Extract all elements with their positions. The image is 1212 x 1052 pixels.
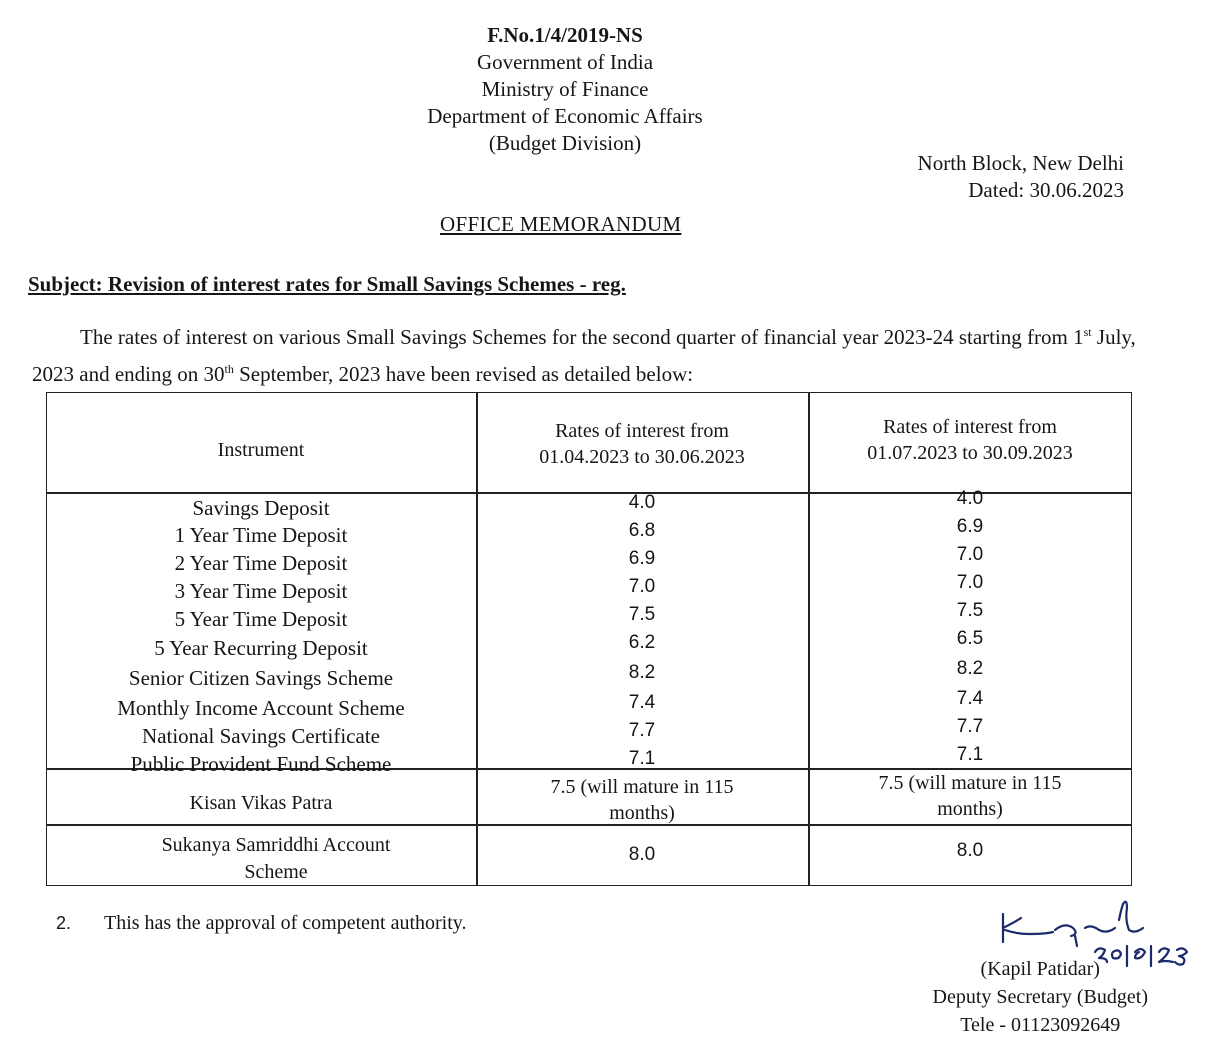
old-rate: 6.8 — [628, 520, 656, 541]
instrument-name: Savings Deposit — [192, 496, 330, 520]
old-rate: 8.0 — [628, 844, 656, 865]
header-instrument: Instrument — [217, 439, 305, 461]
old-rate: 7.1 — [628, 748, 656, 769]
old-rate: 4.0 — [628, 492, 656, 513]
new-rate — [808, 770, 1132, 822]
new-rate: 7.1 — [956, 744, 984, 765]
new-rate: 6.9 — [956, 516, 984, 537]
department-line: Department of Economic Affairs — [427, 104, 703, 128]
new-rate: 6.5 — [956, 628, 984, 649]
new-rate: 7.4 — [956, 688, 984, 709]
body-paragraph — [32, 316, 1142, 390]
instrument-name: 3 Year Time Deposit — [174, 579, 348, 603]
approval-note — [56, 912, 467, 935]
instrument-name: 5 Year Recurring Deposit — [154, 636, 368, 660]
header-old-rates-line1: Rates of interest from — [555, 420, 729, 442]
old-rate — [476, 774, 808, 826]
file-number: F.No.1/4/2019-NS — [487, 23, 643, 47]
place-and-date — [918, 150, 1124, 204]
memo-title: OFFICE MEMORANDUM — [440, 212, 682, 236]
new-rate: 8.2 — [956, 658, 984, 679]
new-rate: 7.5 — [956, 600, 984, 621]
instrument-name: Senior Citizen Savings Scheme — [128, 666, 394, 690]
instrument-name: Monthly Income Account Scheme — [117, 696, 405, 720]
old-rate: 6.9 — [628, 548, 656, 569]
location: North Block, New Delhi — [917, 151, 1124, 175]
new-rate: 7.0 — [956, 572, 984, 593]
government-line: Government of India — [476, 50, 654, 74]
instrument-name: 2 Year Time Deposit — [174, 551, 348, 575]
header-new-rates-line2: 01.07.2023 to 30.09.2023 — [867, 442, 1073, 464]
date: Dated: 30.06.2023 — [968, 178, 1124, 202]
header-old-rates — [476, 418, 808, 470]
interest-rate-table — [46, 392, 1132, 886]
new-rate: 7.7 — [956, 716, 984, 737]
header-new-rates-line1: Rates of interest from — [883, 416, 1057, 438]
signatory-block — [933, 955, 1148, 1039]
instrument-name-line1: Sukanya Samriddhi Account — [161, 834, 391, 856]
old-rate-line1: 7.5 (will mature in 115 — [550, 776, 734, 798]
instrument-name-line2: Scheme — [244, 861, 308, 883]
new-rate: 8.0 — [956, 840, 984, 861]
letterhead — [360, 22, 770, 157]
instrument-name — [46, 832, 506, 886]
paragraph-part-2: July, 2023 and ending on 30 — [32, 325, 1136, 386]
instrument-name: Public Provident Fund Scheme — [130, 752, 392, 776]
new-rate: 4.0 — [956, 488, 984, 509]
signatory-telephone: Tele - 01123092649 — [960, 1014, 1121, 1036]
instrument-name: National Savings Certificate — [142, 724, 380, 748]
ordinal-suffix-th: th — [224, 362, 234, 376]
approval-text: This has the approval of competent authority. — [104, 912, 467, 934]
header-old-rates-line2: 01.04.2023 to 30.06.2023 — [539, 446, 745, 468]
new-rate-line1: 7.5 (will mature in 115 — [878, 772, 1062, 794]
paragraph-part-3: September, 2023 have been revised as detailed below: — [233, 362, 694, 386]
paragraph-part-1: The rates of interest on various Small Savings Schemes for the second quarter of financial year 2023-24 starting from 1 — [80, 325, 1084, 349]
subject-line: Subject: Revision of interest rates for Small Savings Schemes - reg. — [28, 272, 626, 296]
header-new-rates — [808, 414, 1132, 466]
instrument-name: 1 Year Time Deposit — [174, 523, 348, 547]
paragraph-number: 2. — [56, 913, 72, 933]
old-rate: 7.4 — [628, 692, 656, 713]
signatory-designation: Deputy Secretary (Budget) — [932, 986, 1148, 1008]
new-rate-line2: months) — [937, 798, 1003, 820]
old-rate-line2: months) — [609, 802, 675, 824]
division-line: (Budget Division) — [488, 131, 642, 155]
ordinal-suffix-st: st — [1083, 325, 1092, 339]
signatory-name: (Kapil Patidar) — [980, 958, 1100, 980]
instrument-name: 5 Year Time Deposit — [174, 607, 348, 631]
old-rate: 8.2 — [628, 662, 656, 683]
old-rate: 7.0 — [628, 576, 656, 597]
old-rate: 7.5 — [628, 604, 656, 625]
new-rate: 7.0 — [956, 544, 984, 565]
ministry-line: Ministry of Finance — [481, 77, 649, 101]
old-rate: 6.2 — [628, 632, 656, 653]
instrument-name: Kisan Vikas Patra — [189, 792, 333, 814]
old-rate: 7.7 — [628, 720, 656, 741]
